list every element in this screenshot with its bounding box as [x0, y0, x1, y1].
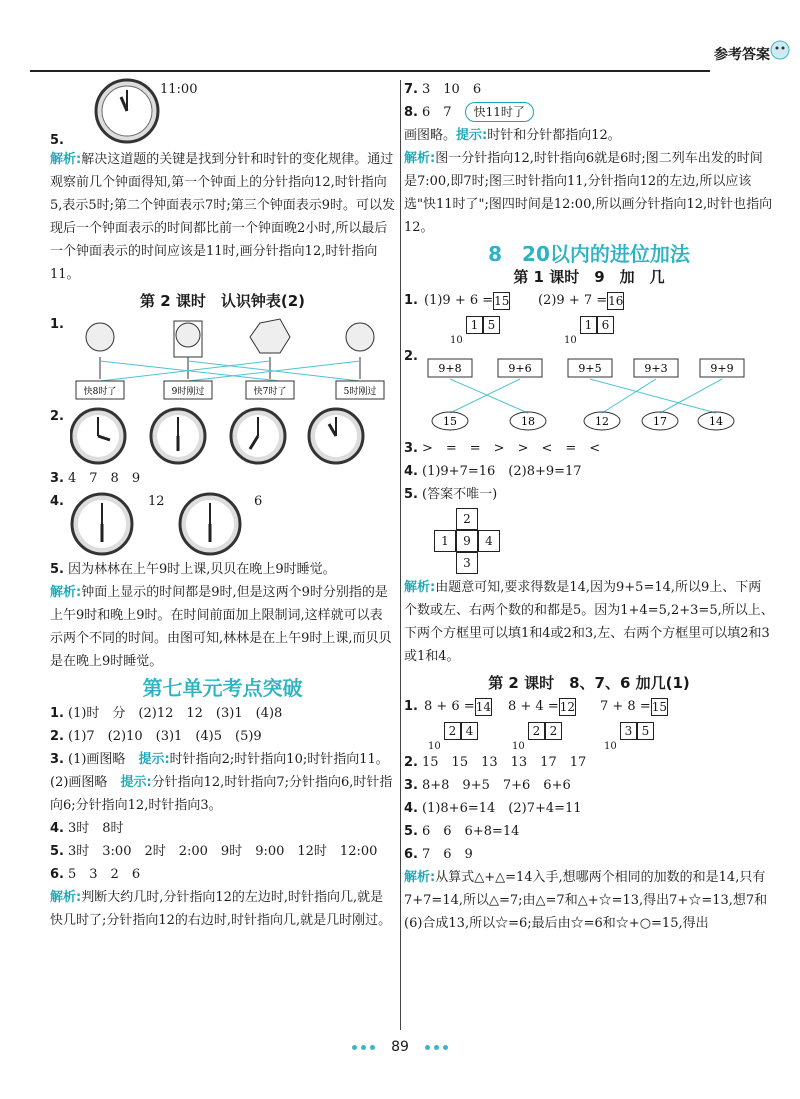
l2-q3-answer: 4 7 8 9 — [68, 471, 141, 486]
svg-text:9+9: 9+9 — [710, 362, 734, 375]
column-divider — [400, 80, 401, 1030]
clock-icon — [178, 492, 258, 556]
header-title: 参考答案 — [714, 47, 770, 63]
q5-time: 11:00 — [160, 82, 198, 97]
four-clocks-figure — [70, 407, 390, 465]
lesson1-title: 第 1 课时 9 加 几 — [513, 268, 665, 286]
header-decoration-icon — [768, 36, 792, 66]
matching-clocks-figure — [70, 317, 390, 405]
lesson2-title-right: 第 2 课时 8、7、6 加几(1) — [488, 674, 690, 692]
svg-text:15: 15 — [443, 415, 457, 428]
label-0: 快8时了 — [83, 387, 117, 397]
unit8-title: 8 20以内的进位加法 — [488, 242, 690, 266]
matching-animals-figure — [424, 349, 754, 435]
l2-q4-a: 12 — [148, 494, 165, 509]
svg-text:9+3: 9+3 — [644, 362, 668, 375]
l2-q5-answer: 因为林林在上午9时上课,贝贝在晚上9时睡觉。 — [68, 562, 336, 577]
svg-text:9+6: 9+6 — [508, 362, 532, 375]
label-2: 快7时了 — [253, 387, 287, 397]
left-column: 5. 11:00 解析:解决这道题的关键是找到分针和时针的变化规律。通过观察前几个钟面得知,第一个钟面上的分针指向12,时针指向5,表示5时;第二个钟面表示7时;第三个钟面表示9时。可以发现后一个钟面表示的时间都比前一个钟面晚2小时,所以最后一个钟面表示的时间应该是11时,画分针指向12,时针指向11。 第 2 课时 认识钟表(2) 1. 快8时了 9时刚过 快7时了 5时刚过 2. 3. 4 7 8 9 4. 12 6 5. 因为林林在上午9时上课,贝贝在晚上9时睡觉。 解析:钟面上显示的时间都是9时,但是这两个9时分别指的是上午9时和晚上9时。在时间前面加上限制词,这样就可以表示两个不同的时间。由图可知,林林是在上午9时上课,而贝贝是在晚上9时睡觉。 第七单元考点突破 1. (1)时 分 (2)12 12 (3)1 (4)8 2. (1)7 (2)10 (3)1 (4)5 (5)9 3. (1)画图略 提示:时针指向2;时针指向10;时针指向11。 (2)画图略 提示:分针指向12,时针指向7;分针指向6,时针指向6;分针指向12,时针指向3。 4. 3时 8时 5. 3时 3:00 2时 2:00 9时 9:00 12时 12:00 6. 5 3 2 6 解析:判断大约几时,分针指向12的左边时,时针指向几,就是快几时了;分针指向12的右边时,时针指向几,就是几时刚过。 — [50, 78, 395, 932]
header-rule — [30, 70, 710, 72]
label-1: 9时刚过 — [171, 387, 205, 397]
svg-text:17: 17 — [653, 415, 667, 428]
q5-analysis: 解决这道题的关键是找到分针和时针的变化规律。通过观察前几个钟面得知,第一个钟面上的分针指向12,时针指向5,表示5时;第二个钟面表示7时;第三个钟面表示9时。可以发现后一个钟面表示的时间都比前一个钟面晚2小时,所以最后一个钟面表示的时间应该是11时,画分针指向12,时针指向11。 — [50, 152, 395, 282]
svg-text:14: 14 — [709, 415, 723, 428]
label-3: 5时刚过 — [343, 387, 377, 397]
l2-q5-analysis: 钟面上显示的时间都是9时,但是这两个9时分别指的是上午9时和晚上9时。在时间前面加上限制词,这样就可以表示两个不同的时间。由图可知,林林是在上午9时上课,而贝贝是在晚上9时睡觉。 — [50, 585, 392, 669]
page-number: 89 — [0, 1036, 800, 1056]
svg-text:9+5: 9+5 — [578, 362, 602, 375]
clock-icon — [70, 492, 150, 556]
unit7-title: 第七单元考点突破 — [142, 676, 303, 700]
svg-text:12: 12 — [595, 415, 609, 428]
svg-text:9+8: 9+8 — [438, 362, 462, 375]
clock-icon — [94, 78, 160, 144]
lesson2-title: 第 2 课时 认识钟表(2) — [139, 292, 306, 310]
l2-q4-b: 6 — [254, 494, 263, 509]
answer-bubble: 快11时了 — [465, 102, 534, 122]
svg-text:18: 18 — [521, 415, 535, 428]
right-column: 7. 3 10 6 8. 6 7 快11时了 画图略。提示:时针和分针都指向12。 解析:图一分针指向12,时针指向6就是6时;图二列车出发的时间是7:00,即7时;图三时针指向11,分针指向12的左边,所以应该选"快11时了";图四时间是12:00,所以画分针指向12,时针也指向12。 8 20以内的进位加法 第 1 课时 9 加 几 1. (1)9 + 6 =15 1 5 10 (2)9 + 7 =16 1 6 10 2. 9+8 9+6 9+5 9+3 9+9 15 18 12 17 14 3. > = = > > < = < 4. (1)9+7=16 (2)8+9=17 5. (答案不唯一) 2 1 9 4 3 解析:由题意可知,要求得数是14,因为9+5=14,所以9上、下两个数或左、右两个数的和都是5。因为1+4=5,2+3=5,所以上、下两个方框里可以填1和4或2和3,左、右两个方框里可以填2和3或1和4。 第 2 课时 8、7、6 加几(1) 1. 8 + 6 =14 2 4 10 8 + 4 =12 2 2 10 7 + 8 =15 3 5 10 2. 15 15 13 13 17 17 3. 8+8 9+5 7+6 6+6 4. (1)8+6=14 (2)7+4=11 5. 6 6 6+8=14 6. 7 6 9 解析:从算式△+△=14入手,想哪两个相同的加数的和是14,只有7+7=14,所以△=7;由△=7和△+☆=13,得出7+☆=13,想7和(6)合成13,所以☆=6;最后由☆=6和☆+○=15,得出 — [404, 82, 774, 931]
